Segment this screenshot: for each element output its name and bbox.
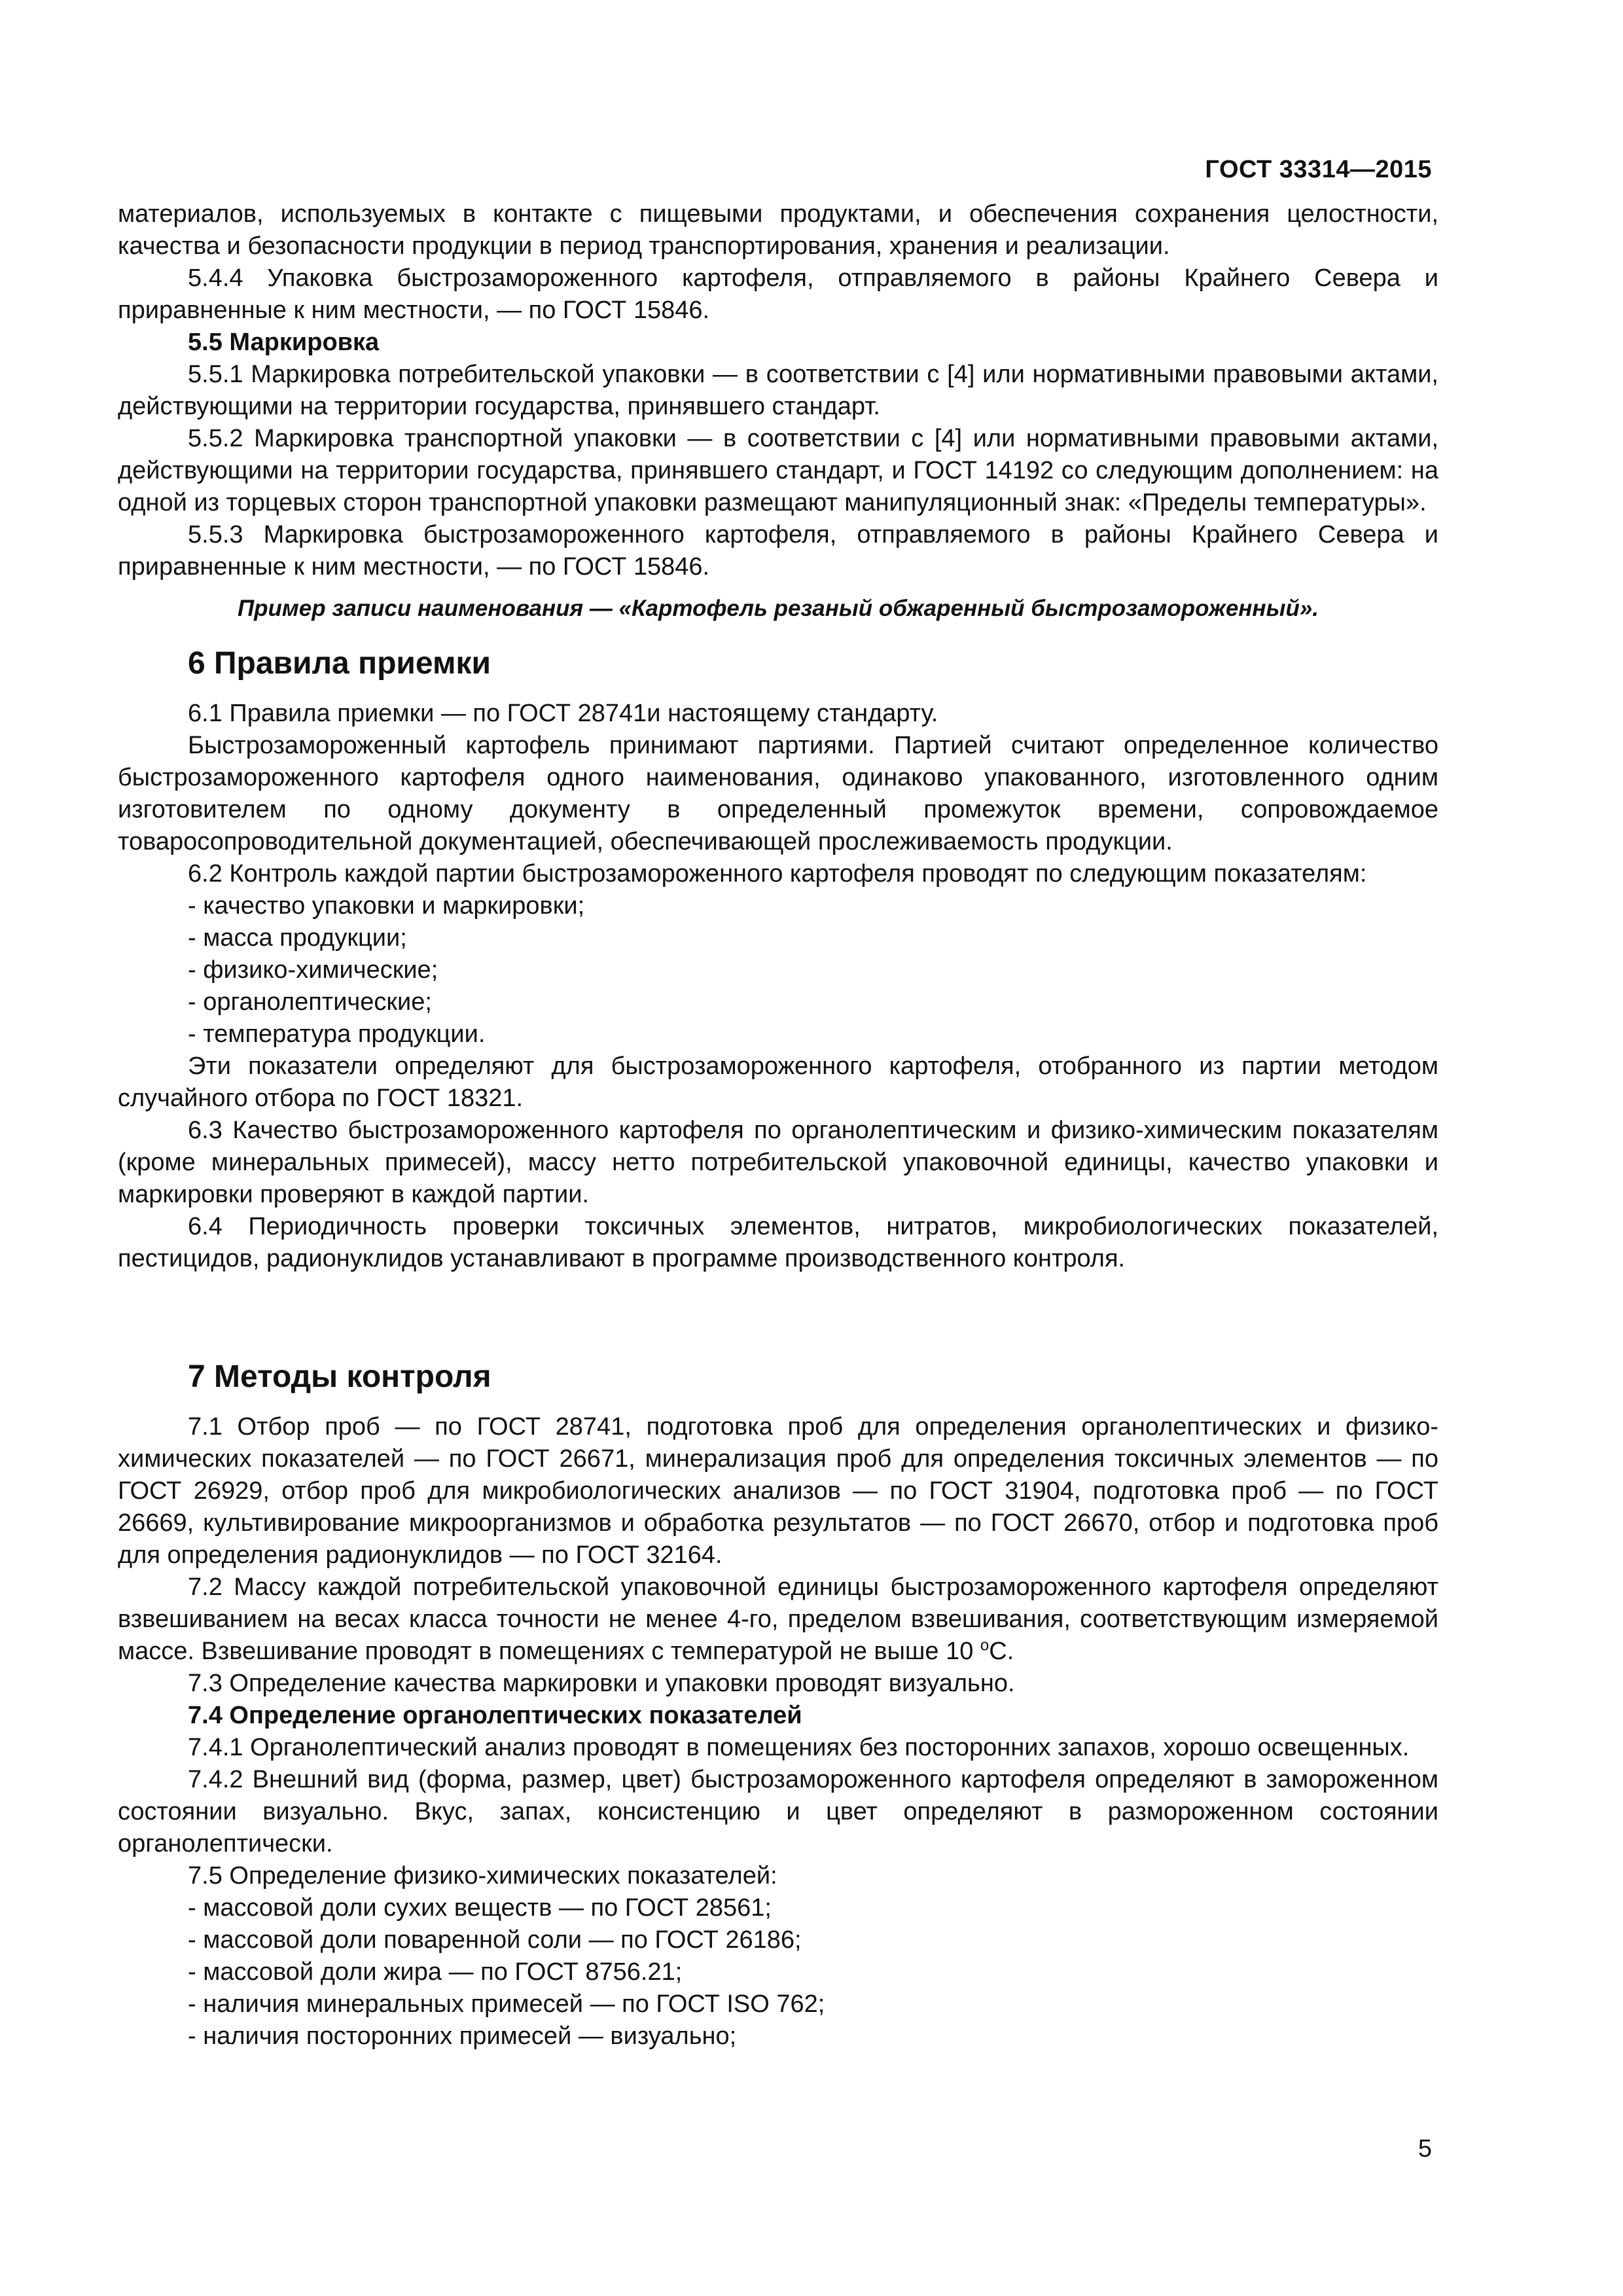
degree-sign: о	[980, 1636, 990, 1655]
list-item: - масса продукции;	[188, 924, 407, 952]
section-heading-6: 6 Правила приемки	[188, 646, 491, 681]
section-heading-7: 7 Методы контроля	[188, 1359, 491, 1394]
subsection-heading: 5.5 Маркировка	[188, 329, 380, 356]
paragraph: 5.5.3 Маркировка быстрозамороженного картофеля, отправляемого в районы Крайнего Севера и приравненные к ним местности, — по ГОСТ 15846.	[118, 521, 1438, 581]
paragraph: Эти показатели определяют для быстрозамороженного картофеля, отобранного из партии методом случайного отбора по ГОСТ 18321.	[118, 1052, 1438, 1112]
paragraph: 5.4.4 Упаковка быстрозамороженного картофеля, отправляемого в районы Крайнего Севера и приравненные к ним местности, — по ГОСТ 15846.	[118, 264, 1438, 324]
list-item: - температура продукции.	[188, 1020, 486, 1048]
list-item: - качество упаковки и маркировки;	[188, 892, 585, 920]
paragraph: 7.4.2 Внешний вид (форма, размер, цвет) быстрозамороженного картофеля определяют в замороженном состоянии визуально. Вкус, запах, консистенцию и цвет определяют в размороженном состоянии органолептически.	[118, 1766, 1438, 1857]
paragraph: 7.3 Определение качества маркировки и упаковки проводят визуально.	[188, 1670, 1015, 1697]
paragraph: 7.4.1 Органолептический анализ проводят в помещениях без посторонних запахов, хорошо освещенных.	[188, 1734, 1410, 1761]
paragraph: 6.2 Контроль каждой партии быстрозамороженного картофеля проводят по следующим показателям:	[188, 860, 1367, 888]
page-number: 5	[1418, 2135, 1432, 2162]
paragraph: 6.3 Качество быстрозамороженного картофеля по органолептическим и физико-химическим показателям (кроме минеральных примесей), массу нетто потребительской упаковочной единицы, качество упаковки и маркировки проверяют в каждой партии.	[118, 1117, 1438, 1208]
list-item: - физико-химические;	[188, 956, 438, 984]
paragraph-text: 7.2 Массу каждой потребительской упаковочной единицы быстрозамороженного картофеля определяют взвешиванием на весах класса точности не менее 4-го, пределом взвешивания, соответствующим измеряемой массе. Взвешивание проводят в помещениях с температурой не выше 10	[118, 1573, 1438, 1665]
list-item: - массовой доли поваренной соли — по ГОСТ 26186;	[188, 1926, 802, 1954]
list-item: - органолептические;	[188, 988, 432, 1016]
list-item: - массовой доли жира — по ГОСТ 8756.21;	[188, 1958, 683, 1986]
paragraph: 6.1 Правила приемки — по ГОСТ 28741и настоящему стандарту.	[188, 700, 938, 727]
document-code-header: ГОСТ 33314—2015	[1205, 156, 1432, 183]
list-item: - наличия минеральных примесей — по ГОСТ ISO 762;	[188, 1990, 825, 2018]
subsection-heading: 7.4 Определение органолептических показателей	[188, 1702, 802, 1729]
paragraph: материалов, используемых в контакте с пищевыми продуктами, и обеспечения сохранения целостности, качества и безопасности продукции в период транспортирования, хранения и реализации.	[118, 200, 1438, 260]
paragraph: Быстрозамороженный картофель принимают партиями. Партией считают определенное количество быстрозамороженного картофеля одного наименования, одинаково упакованного, изготовленного одним изготовителем по одному документу в определенный промежуток времени, сопровождаемое товаросопроводительной документацией, обеспечивающей прослеживаемость продукции.	[118, 732, 1438, 855]
paragraph	[118, 1571, 1438, 1668]
page-body	[118, 198, 1438, 2053]
paragraph: 5.5.2 Маркировка транспортной упаковки — в соответствии с [4] или нормативными правовыми актами, действующими на территории государства, принявшего стандарт, и ГОСТ 14192 со следующим дополнением: на одной из торцевых сторон транспортной упаковки размещают манипуляционный знак: «Пределы температуры».	[118, 425, 1438, 516]
paragraph: 7.5 Определение физико-химических показателей:	[188, 1862, 777, 1890]
paragraph: 5.5.1 Маркировка потребительской упаковки — в соответствии с [4] или нормативными правовыми актами, действующими на территории государства, принявшего стандарт.	[118, 361, 1438, 420]
list-item: - наличия посторонних примесей — визуально;	[188, 2022, 737, 2050]
paragraph: 7.1 Отбор проб — по ГОСТ 28741, подготовка проб для определения органолептических и физико-химических показателей — по ГОСТ 26671, минерализация проб для определения токсичных элементов — по ГОСТ 26929, отбор проб для микробиологических анализов — по ГОСТ 31904, подготовка проб — по ГОСТ 26669, культивирование микроорганизмов и обработка результатов — по ГОСТ 26670, отбор и подготовка проб для определения радионуклидов — по ГОСТ 32164.	[118, 1413, 1438, 1569]
paragraph: 6.4 Периодичность проверки токсичных элементов, нитратов, микробиологических показателей, пестицидов, радионуклидов устанавливают в программе производственного контроля.	[118, 1213, 1438, 1272]
paragraph-text: С.	[989, 1638, 1014, 1665]
list-item: - массовой доли сухих веществ — по ГОСТ 28561;	[188, 1894, 772, 1922]
example-note: Пример записи наименования — «Картофель резаный обжаренный быстрозамороженный».	[237, 596, 1319, 621]
